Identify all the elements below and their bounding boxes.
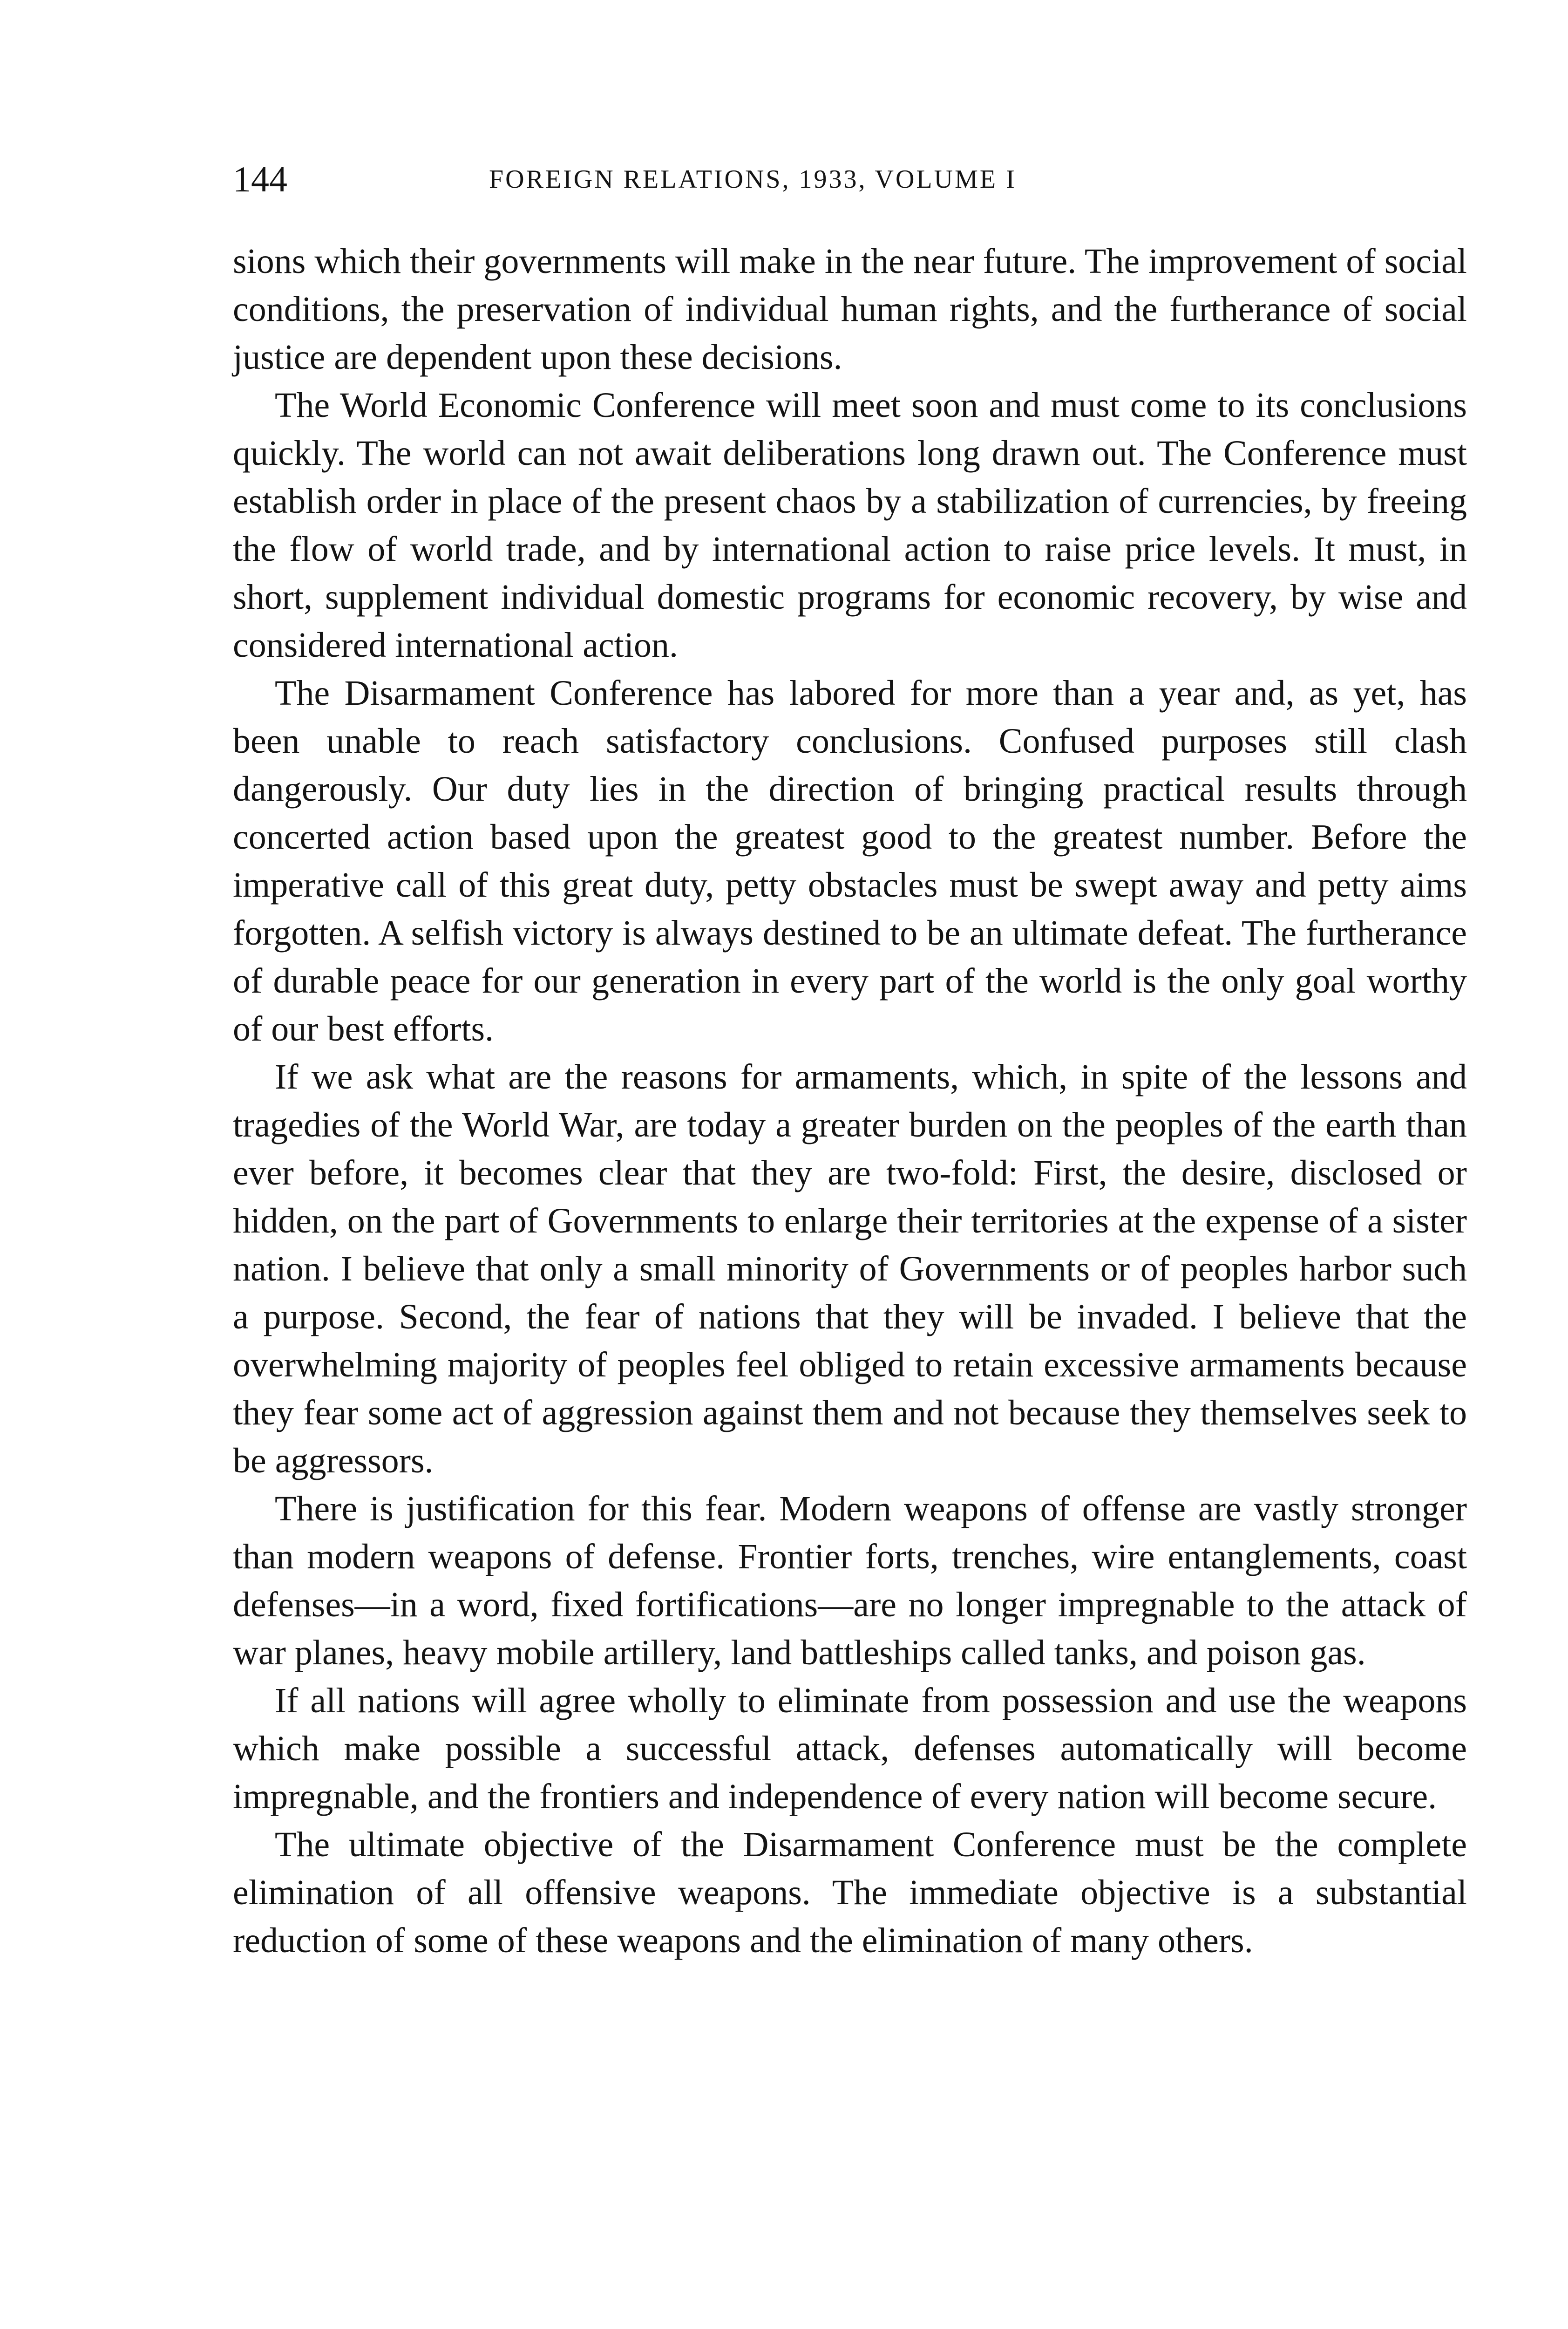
paragraph-economic-conference: The World Economic Conference will meet soon and must come to its conclusions quickly. The world can not await deliberations long drawn out. The Conference must establish order in place of the present chaos by a stabilization of currencies, by freeing the flow of world trade, and by international action to raise price levels. It must, in short, supplement individual domestic programs for economic recovery, by wise and considered international action.	[233, 386, 1467, 665]
paragraph-reasons-for-armaments: If we ask what are the reasons for armaments, which, in spite of the lessons and tragedies of the World War, are today a greater burden on the peoples of the earth than ever before, it becomes clear that they are two-fold: First, the desire, disclosed or hidden, on the part of Governments to enlarge their territories at the expense of a sister nation. I believe that only a small minority of Governments or of peoples harbor such a purpose. Second, the fear of nations that they will be invaded. I believe that the overwhelming majority of peoples feel obliged to retain excessive armaments because they fear some act of aggression against them and not because they themselves seek to be aggressors.	[233, 1057, 1467, 1480]
paragraph-continued: sions which their governments will make in the near future. The improvement of social conditions, the preservation of individual human rights, and the furtherance of social justice are dependent upon these decisions.	[233, 242, 1467, 377]
paragraph-disarmament-conference: The Disarmament Conference has labored for more than a year and, as yet, has been unable to reach satisfactory conclusions. Confused purposes still clash dangerously. Our duty lies in the direction of bringing practical results through concerted action based upon the greatest good to the greatest number. Before the imperative call of this great duty, petty obstacles must be swept away and petty aims forgotten. A selfish victory is always destined to be an ultimate defeat. The furtherance of durable peace for our generation in every part of the world is the only goal worthy of our best efforts.	[233, 674, 1467, 1049]
body-text	[233, 238, 1467, 1965]
paragraph-eliminate-weapons: If all nations will agree wholly to eliminate from possession and use the weapons which make possible a successful attack, defenses automatically will become impregnable, and the frontiers and independence of every nation will become secure.	[233, 1681, 1467, 1816]
running-head	[233, 154, 1467, 205]
paragraph-ultimate-objective: The ultimate objective of the Disarmament Conference must be the complete elimination of all offensive weapons. The immediate objective is a substantial reduction of some of these weapons and the elimination of many others.	[233, 1825, 1467, 1960]
page-number: 144	[233, 159, 287, 199]
paragraph-justification-of-fear: There is justification for this fear. Modern weapons of offense are vastly stronger than modern weapons of defense. Frontier forts, trenches, wire entanglements, coast defenses—in a word, fixed fortifications—are no longer impregnable to the attack of war planes, heavy mobile artillery, land battleships called tanks, and poison gas.	[233, 1489, 1467, 1672]
running-title: FOREIGN RELATIONS, 1933, VOLUME I	[489, 165, 1017, 194]
